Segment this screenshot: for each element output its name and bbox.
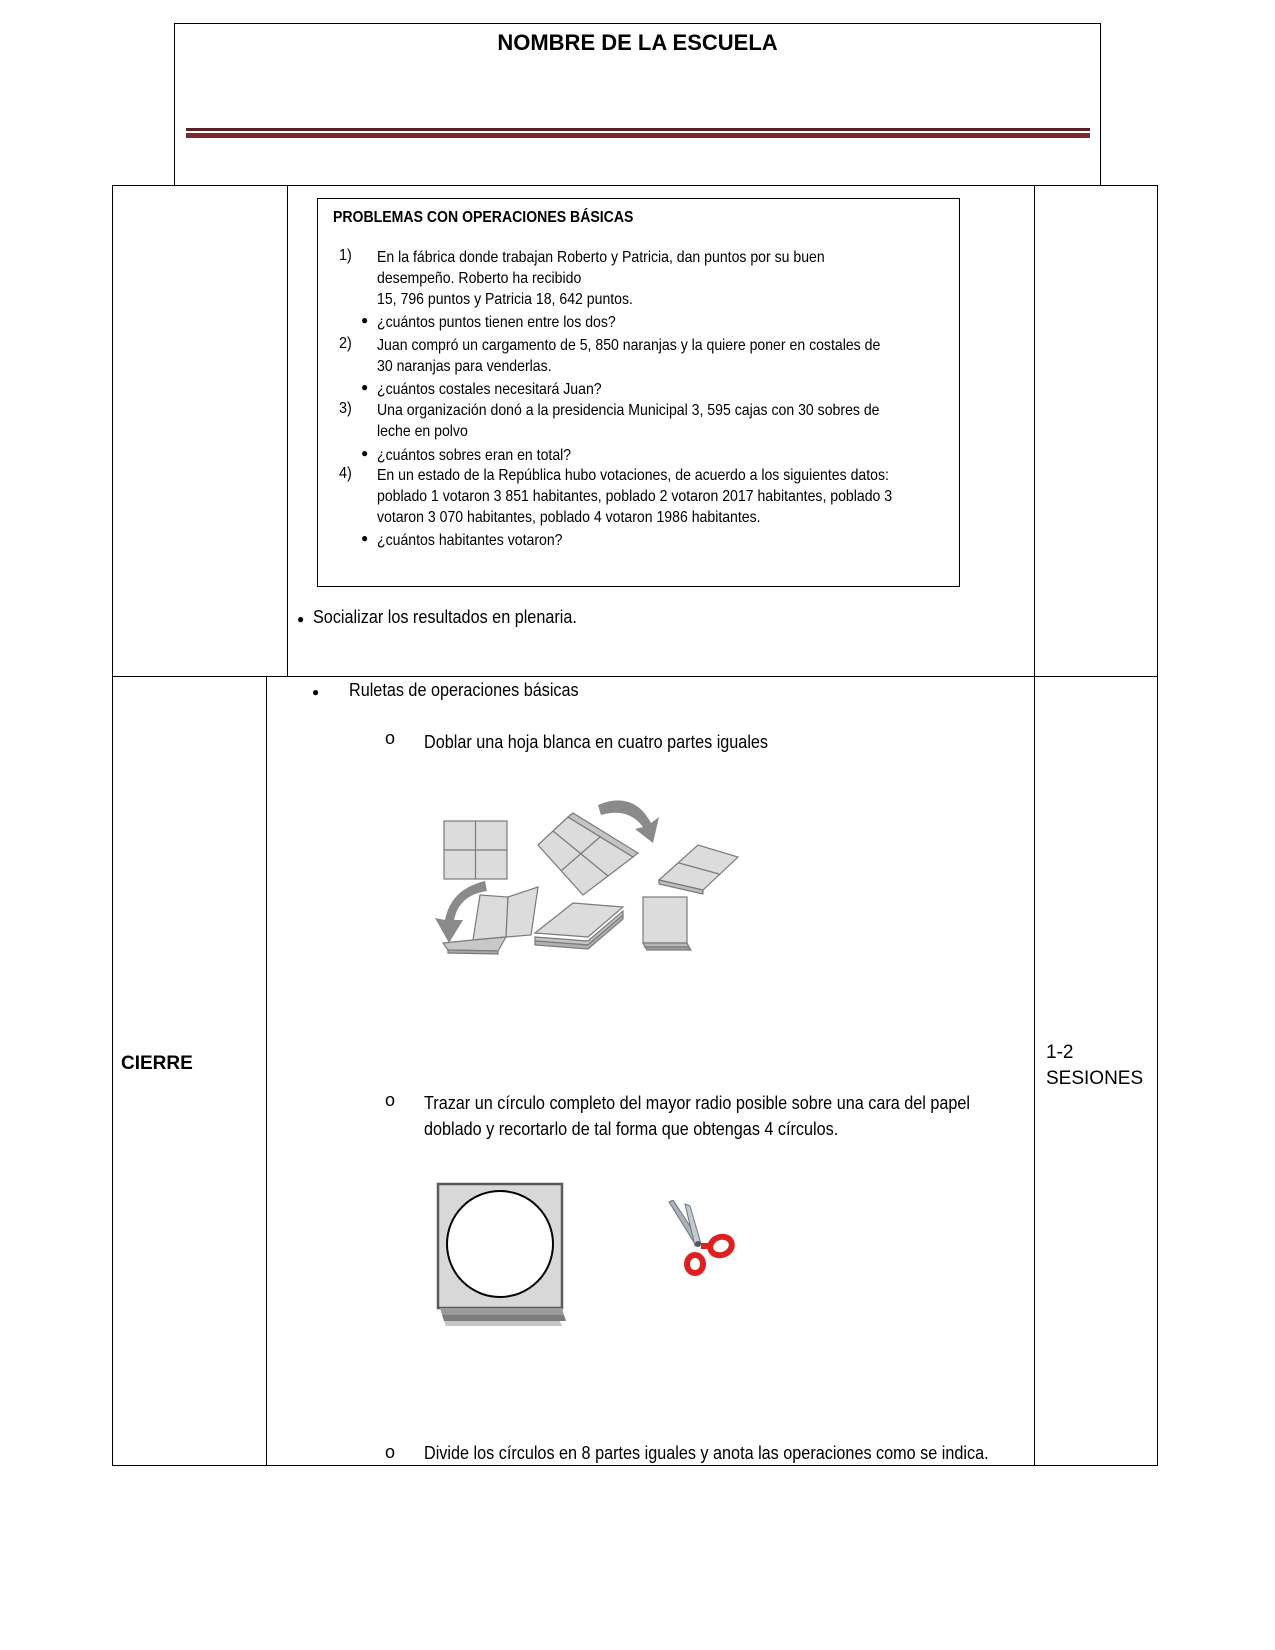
problem-text-line: leche en polvo bbox=[377, 423, 468, 440]
circle-shape bbox=[447, 1191, 553, 1297]
paper-square-icon bbox=[444, 821, 507, 879]
header-rule-top bbox=[186, 128, 1090, 131]
problems-title: PROBLEMAS CON OPERACIONES BÁSICAS bbox=[333, 209, 634, 226]
step-line: Trazar un círculo completo del mayor radio posible sobre una cara del papel bbox=[424, 1093, 970, 1113]
sessions-label bbox=[1046, 1040, 1143, 1092]
problem-text-line: En un estado de la República hubo votaciones, de acuerdo a los siguientes datos: bbox=[377, 467, 889, 484]
problem-text-line: Juan compró un cargamento de 5, 850 naranjas y la quiere poner en costales de bbox=[377, 337, 881, 354]
problem-text-line: desempeño. Roberto ha recibido bbox=[377, 270, 582, 287]
socializar-text: Socializar los resultados en plenaria. bbox=[313, 607, 577, 627]
problem-text-line: 30 naranjas para venderlas. bbox=[377, 358, 552, 375]
problem-number: 3) bbox=[339, 400, 352, 417]
problem-text-line: Una organización donó a la presidencia Municipal 3, 595 cajas con 30 sobres de bbox=[377, 402, 880, 419]
cierre-label: CIERRE bbox=[121, 1053, 193, 1074]
scissors-icon bbox=[665, 1200, 737, 1276]
bullet-dot-icon: ● bbox=[312, 685, 320, 699]
bullet-dot-icon: ● bbox=[361, 531, 369, 545]
header-rule-bottom bbox=[186, 133, 1090, 138]
bullet-dot-icon: ● bbox=[361, 380, 369, 394]
problem-question: ¿cuántos puntos tienen entre los dos? bbox=[377, 314, 616, 331]
bullet-dot-icon: ● bbox=[361, 446, 369, 460]
step-line: doblado y recortarlo de tal forma que obtengas 4 círculos. bbox=[424, 1119, 839, 1139]
circle-on-paper-illustration bbox=[436, 1182, 591, 1332]
folding-illustration bbox=[423, 785, 753, 1011]
step-line: Doblar una hoja blanca en cuatro partes iguales bbox=[424, 732, 769, 752]
problem-question: ¿cuántos habitantes votaron? bbox=[377, 532, 563, 549]
circle-bullet-icon: o bbox=[385, 1090, 396, 1110]
problem-text-line: En la fábrica donde trabajan Roberto y Patricia, dan puntos por su buen bbox=[377, 249, 825, 266]
bullet-dot-icon: ● bbox=[297, 612, 305, 626]
problem-number: 1) bbox=[339, 247, 352, 264]
problem-number: 4) bbox=[339, 465, 352, 482]
problem-text-line: 15, 796 puntos y Patricia 18, 642 puntos. bbox=[377, 291, 633, 308]
sessions-word: SESIONES bbox=[1046, 1068, 1144, 1089]
problem-text-line: votaron 3 070 habitantes, poblado 4 votaron 1986 habitantes. bbox=[377, 509, 761, 526]
circle-bullet-icon: o bbox=[385, 728, 396, 748]
sessions-count: 1-2 bbox=[1046, 1042, 1074, 1063]
problem-number: 2) bbox=[339, 335, 352, 352]
problem-question: ¿cuántos costales necesitará Juan? bbox=[377, 381, 602, 398]
school-name: NOMBRE DE LA ESCUELA bbox=[497, 30, 778, 55]
circle-bullet-icon: o bbox=[385, 1442, 396, 1462]
bullet-dot-icon: ● bbox=[361, 313, 369, 327]
problem-text-line: poblado 1 votaron 3 851 habitantes, poblado 2 votaron 2017 habitantes, poblado 3 bbox=[377, 488, 893, 505]
paper-small-stack-icon bbox=[643, 897, 691, 950]
cierre-bullet: Ruletas de operaciones básicas bbox=[349, 680, 579, 700]
problem-question: ¿cuántos sobres eran en total? bbox=[377, 447, 572, 464]
step-line: Divide los círculos en 8 partes iguales y anota las operaciones como se indica. bbox=[424, 1443, 989, 1463]
